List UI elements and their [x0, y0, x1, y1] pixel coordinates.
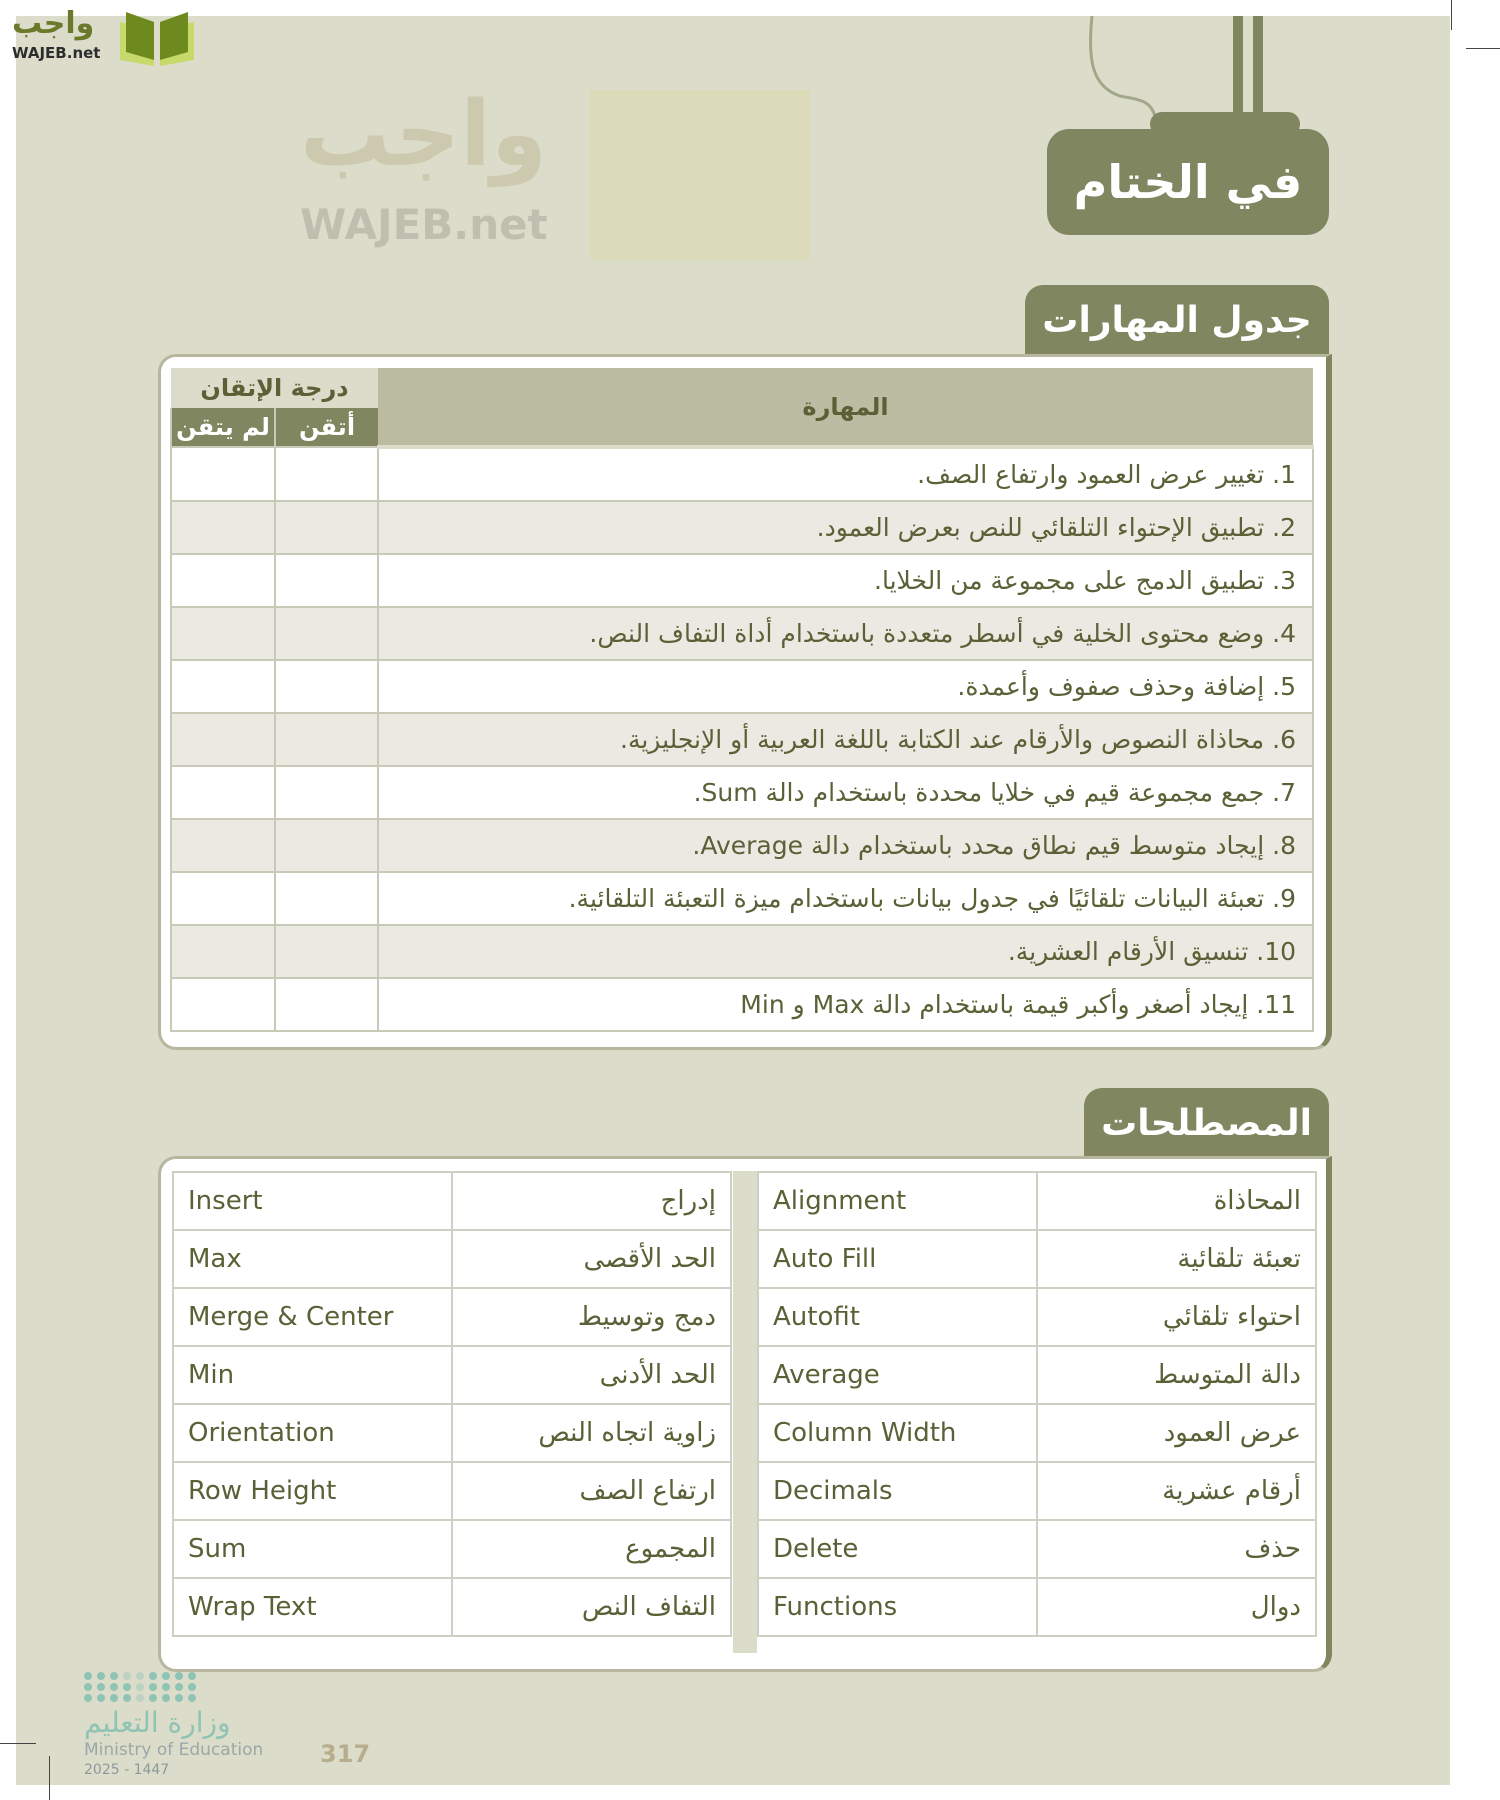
header-degree: درجة الإتقان — [171, 368, 378, 408]
dot — [175, 1694, 183, 1702]
dot — [175, 1672, 183, 1680]
dot — [136, 1683, 144, 1691]
skill-text: 2. تطبيق الإحتواء التلقائي للنص بعرض العمود. — [378, 501, 1313, 554]
tables-separator — [733, 1171, 757, 1653]
skill-text: 11. إيجاد أصغر وأكبر قيمة باستخدام دالة Max و Min — [378, 978, 1313, 1031]
book-icon — [118, 8, 196, 66]
dot — [110, 1683, 118, 1691]
term-arabic: الحد الأدنى — [452, 1346, 731, 1404]
term-row — [758, 1346, 1316, 1404]
dot — [149, 1683, 157, 1691]
dot — [84, 1672, 92, 1680]
mastered-cell[interactable] — [275, 872, 378, 925]
mastered-cell[interactable] — [275, 819, 378, 872]
term-row — [173, 1404, 731, 1462]
skill-text: 4. وضع محتوى الخلية في أسطر متعددة باستخدام أداة التفاف النص. — [378, 607, 1313, 660]
mastered-cell[interactable] — [275, 660, 378, 713]
skill-text: 7. جمع مجموعة قيم في خلايا محددة باستخدام دالة Sum. — [378, 766, 1313, 819]
ministry-english: Ministry of Education — [84, 1740, 264, 1760]
skill-row — [171, 607, 1313, 660]
not-mastered-cell[interactable] — [171, 607, 275, 660]
skill-row — [171, 872, 1313, 925]
term-english: Functions — [758, 1578, 1037, 1636]
skill-text: 9. تعبئة البيانات تلقائيًا في جدول بيانات باستخدام ميزة التعبئة التلقائية. — [378, 872, 1313, 925]
terms-table-left — [172, 1171, 732, 1637]
dot — [188, 1694, 196, 1702]
term-row — [173, 1346, 731, 1404]
term-english: Insert — [173, 1172, 452, 1230]
skills-section-title: جدول المهارات — [1042, 300, 1312, 341]
skill-row — [171, 978, 1313, 1031]
dot — [162, 1694, 170, 1702]
term-arabic: ارتفاع الصف — [452, 1462, 731, 1520]
term-english: Autofit — [758, 1288, 1037, 1346]
terms-section-title: المصطلحات — [1101, 1102, 1312, 1144]
term-arabic: زاوية اتجاه النص — [452, 1404, 731, 1462]
skills-section-tab — [1025, 285, 1329, 356]
term-arabic: أرقام عشرية — [1037, 1462, 1316, 1520]
term-english: Row Height — [173, 1462, 452, 1520]
term-arabic: احتواء تلقائي — [1037, 1288, 1316, 1346]
mastered-cell[interactable] — [275, 713, 378, 766]
skill-text: 8. إيجاد متوسط قيم نطاق محدد باستخدام دالة Average. — [378, 819, 1313, 872]
cord-decoration — [1233, 16, 1243, 116]
term-arabic: التفاف النص — [452, 1578, 731, 1636]
term-row — [173, 1230, 731, 1288]
term-row — [173, 1520, 731, 1578]
term-english: Wrap Text — [173, 1578, 452, 1636]
skill-row — [171, 447, 1313, 501]
crop-mark — [1451, 0, 1452, 30]
term-row — [173, 1462, 731, 1520]
term-english: Column Width — [758, 1404, 1037, 1462]
skill-row — [171, 713, 1313, 766]
not-mastered-cell[interactable] — [171, 925, 275, 978]
not-mastered-cell[interactable] — [171, 978, 275, 1031]
term-arabic: المجموع — [452, 1520, 731, 1578]
header-not-mastered: لم يتقن — [171, 408, 275, 447]
skills-table — [170, 368, 1314, 1032]
dot — [123, 1683, 131, 1691]
header-mastered: أتقن — [275, 408, 378, 447]
skill-text: 6. محاذاة النصوص والأرقام عند الكتابة باللغة العربية أو الإنجليزية. — [378, 713, 1313, 766]
term-arabic: دمج وتوسيط — [452, 1288, 731, 1346]
logo-english: WAJEB.net — [12, 44, 101, 62]
mastered-cell[interactable] — [275, 554, 378, 607]
dot — [97, 1694, 105, 1702]
not-mastered-cell[interactable] — [171, 872, 275, 925]
mastered-cell[interactable] — [275, 766, 378, 819]
skill-row — [171, 501, 1313, 554]
dot — [188, 1672, 196, 1680]
term-english: Orientation — [173, 1404, 452, 1462]
skill-row — [171, 660, 1313, 713]
term-english: Auto Fill — [758, 1230, 1037, 1288]
term-arabic: عرض العمود — [1037, 1404, 1316, 1462]
page-number: 317 — [320, 1740, 371, 1768]
term-arabic: دوال — [1037, 1578, 1316, 1636]
edition-year: 2025 - 1447 — [84, 1762, 170, 1778]
term-english: Average — [758, 1346, 1037, 1404]
not-mastered-cell[interactable] — [171, 766, 275, 819]
dot — [110, 1672, 118, 1680]
crop-mark — [49, 1756, 50, 1800]
term-row — [758, 1462, 1316, 1520]
dot — [97, 1683, 105, 1691]
term-row — [758, 1404, 1316, 1462]
term-row — [173, 1578, 731, 1636]
crop-mark — [0, 1743, 36, 1744]
term-arabic: دالة المتوسط — [1037, 1346, 1316, 1404]
term-english: Sum — [173, 1520, 452, 1578]
not-mastered-cell[interactable] — [171, 660, 275, 713]
skill-text: 3. تطبيق الدمج على مجموعة من الخلايا. — [378, 554, 1313, 607]
logo-arabic: واجب — [12, 6, 95, 41]
dot — [188, 1683, 196, 1691]
term-row — [173, 1172, 731, 1230]
not-mastered-cell[interactable] — [171, 554, 275, 607]
term-arabic: تعبئة تلقائية — [1037, 1230, 1316, 1288]
ministry-logo — [84, 1672, 344, 1779]
term-arabic: الحد الأقصى — [452, 1230, 731, 1288]
not-mastered-cell[interactable] — [171, 501, 275, 554]
term-row — [758, 1520, 1316, 1578]
term-row — [758, 1288, 1316, 1346]
dot — [175, 1683, 183, 1691]
term-arabic: إدراج — [452, 1172, 731, 1230]
dot — [110, 1694, 118, 1702]
skill-row — [171, 554, 1313, 607]
ministry-arabic: وزارة التعليم — [84, 1706, 231, 1739]
chapter-title: في الختام — [1073, 155, 1303, 209]
terms-section-tab — [1084, 1088, 1329, 1158]
skill-text: 1. تغيير عرض العمود وارتفاع الصف. — [378, 447, 1313, 501]
mastered-cell[interactable] — [275, 447, 378, 501]
term-english: Delete — [758, 1520, 1037, 1578]
dot — [84, 1694, 92, 1702]
term-english: Merge & Center — [173, 1288, 452, 1346]
dot — [136, 1694, 144, 1702]
watermark-arabic: واجب — [300, 82, 547, 187]
dot — [136, 1672, 144, 1680]
skill-row — [171, 766, 1313, 819]
mastered-cell[interactable] — [275, 501, 378, 554]
dot — [84, 1683, 92, 1691]
dot — [162, 1683, 170, 1691]
term-arabic: المحاذاة — [1037, 1172, 1316, 1230]
chapter-title-box — [1047, 129, 1329, 235]
term-row — [758, 1172, 1316, 1230]
dot — [162, 1672, 170, 1680]
term-english: Alignment — [758, 1172, 1037, 1230]
mastered-cell[interactable] — [275, 925, 378, 978]
cord-decoration — [1253, 16, 1263, 116]
mastered-cell[interactable] — [275, 607, 378, 660]
term-english: Max — [173, 1230, 452, 1288]
watermark-english: WAJEB.net — [300, 200, 548, 249]
mastered-cell[interactable] — [275, 978, 378, 1031]
term-english: Min — [173, 1346, 452, 1404]
wajeb-logo[interactable] — [10, 6, 190, 66]
dot — [149, 1694, 157, 1702]
not-mastered-cell[interactable] — [171, 819, 275, 872]
skill-row — [171, 925, 1313, 978]
terms-table-right — [757, 1171, 1317, 1637]
dot — [123, 1672, 131, 1680]
term-english: Decimals — [758, 1462, 1037, 1520]
header-skill: المهارة — [378, 368, 1313, 447]
dot — [97, 1672, 105, 1680]
dot — [123, 1694, 131, 1702]
term-arabic: حذف — [1037, 1520, 1316, 1578]
skill-row — [171, 819, 1313, 872]
term-row — [173, 1288, 731, 1346]
skill-text: 10. تنسيق الأرقام العشرية. — [378, 925, 1313, 978]
skill-text: 5. إضافة وحذف صفوف وأعمدة. — [378, 660, 1313, 713]
dot — [149, 1672, 157, 1680]
term-row — [758, 1578, 1316, 1636]
term-row — [758, 1230, 1316, 1288]
crop-mark — [1466, 48, 1500, 49]
not-mastered-cell[interactable] — [171, 713, 275, 766]
not-mastered-cell[interactable] — [171, 447, 275, 501]
ministry-dots-icon — [84, 1672, 344, 1702]
